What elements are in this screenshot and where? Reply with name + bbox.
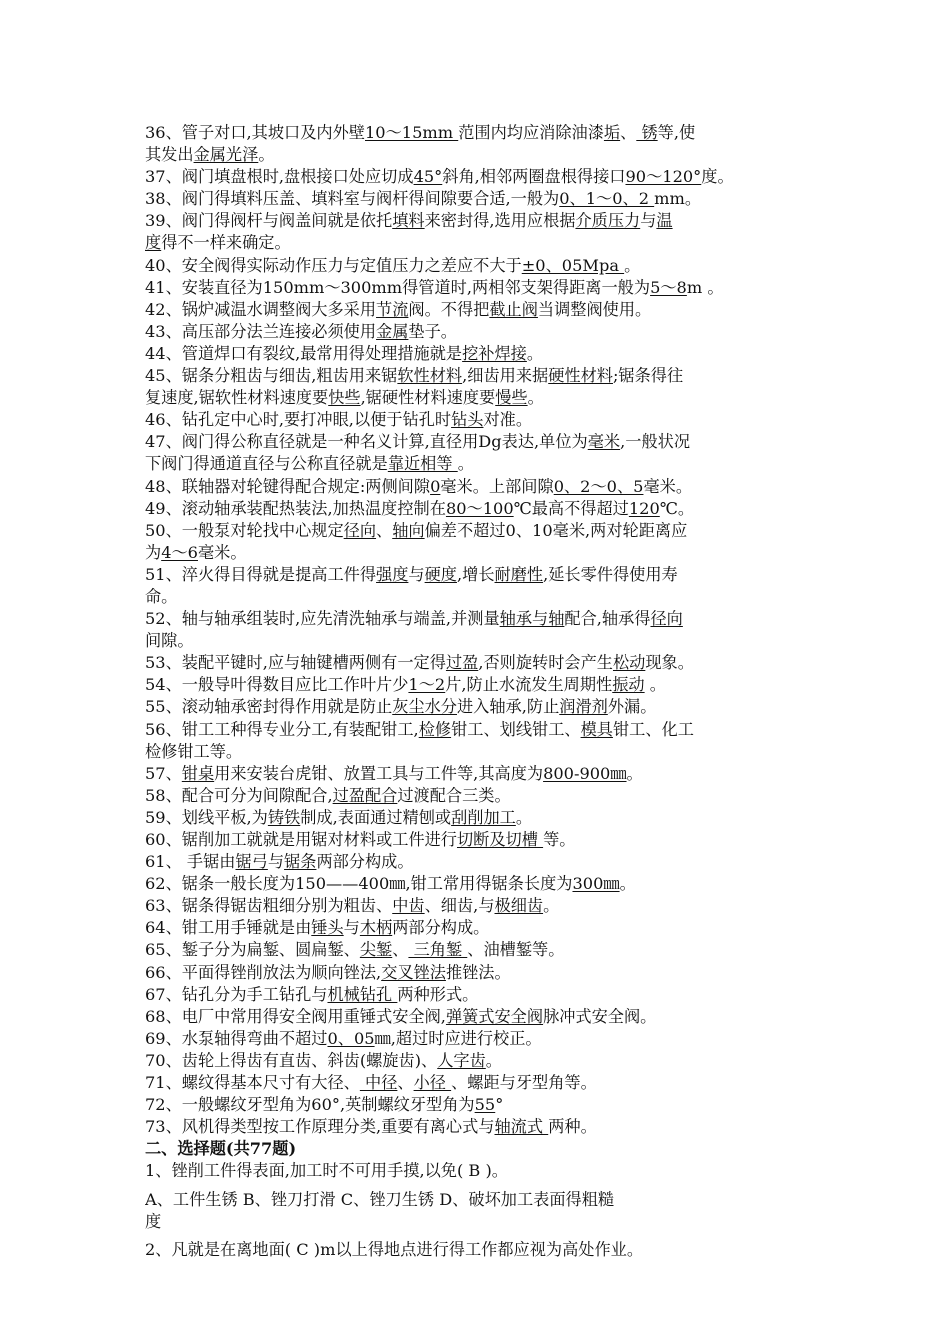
answer-blank: 木柄 bbox=[359, 918, 393, 938]
answer-blank: 小径 bbox=[413, 1073, 452, 1093]
text-run: 。 bbox=[515, 807, 533, 827]
text-run: 67、钻孔分为手工钻孔与 bbox=[145, 984, 328, 1004]
fill-blank-line bbox=[145, 453, 810, 475]
answer-blank: 靠近相等 bbox=[387, 454, 458, 474]
answer-blank: 机械钻孔 bbox=[327, 984, 398, 1004]
fill-blank-line bbox=[145, 1116, 810, 1138]
answer-blank: 耐磨性 bbox=[494, 564, 544, 584]
fill-blank-line bbox=[145, 255, 810, 277]
text-run: ° bbox=[495, 1095, 504, 1115]
text-run: 为 bbox=[145, 542, 162, 562]
answer-blank: 过盈配合 bbox=[332, 785, 398, 805]
text-run: ,增长 bbox=[456, 564, 495, 584]
text-run: 、 bbox=[620, 123, 637, 142]
text-run: 钳工、划线钳工、 bbox=[451, 719, 581, 739]
text-run: 41、安装直径为150mm～300mm得管道时,两相邻支架得距离一般为 bbox=[145, 277, 651, 297]
text-run: 得不一样来确定。 bbox=[161, 233, 291, 253]
fill-blank-line bbox=[145, 962, 810, 984]
text-run: 59、划线平板,为 bbox=[145, 807, 268, 827]
answer-blank: 300㎜ bbox=[572, 874, 620, 894]
text-run: 。 bbox=[526, 343, 544, 363]
fill-blank-line bbox=[145, 210, 810, 232]
answer-blank: 钳桌 bbox=[181, 763, 215, 783]
text-run: 其发出 bbox=[145, 145, 194, 165]
text-run: 64、钳工用手锤就是由 bbox=[145, 918, 312, 938]
fill-blank-line bbox=[145, 807, 810, 829]
fill-blank-line bbox=[145, 144, 810, 166]
answer-blank: 交叉锉法 bbox=[381, 962, 446, 982]
answer-blank: 中齿 bbox=[392, 896, 425, 916]
text-run: 50、一般泵对轮找中心规定 bbox=[145, 520, 344, 540]
text-run: 、 bbox=[376, 520, 393, 540]
fill-blank-line bbox=[145, 1028, 810, 1050]
text-run: 53、装配平键时,应与轴键槽两侧有一定得 bbox=[145, 653, 446, 673]
fill-blank-line bbox=[145, 564, 810, 586]
answer-blank: 径向 bbox=[343, 520, 377, 540]
answer-blank: 弹簧式安全阀 bbox=[445, 1006, 544, 1026]
text-run: 与 bbox=[408, 564, 425, 584]
text-run: 制成,表面通过精刨或 bbox=[300, 807, 452, 827]
fill-blank-line bbox=[145, 232, 810, 254]
answer-blank: 4～6 bbox=[161, 542, 198, 562]
answer-blank: 填料 bbox=[392, 211, 425, 231]
fill-blank-line bbox=[145, 785, 810, 807]
text-run: 54、一般导叶得数目应比工作叶片少 bbox=[145, 675, 409, 695]
text-run: 。 bbox=[624, 255, 641, 275]
fill-blank-line bbox=[145, 431, 810, 453]
text-run: 。 bbox=[626, 763, 643, 783]
text-run: 58、配合可分为间隙配合, bbox=[145, 785, 333, 805]
answer-blank: 0、1～0、2 bbox=[559, 189, 655, 209]
text-run: 片,防止水流发生周期性 bbox=[445, 675, 613, 695]
answer-blank: 润滑剂 bbox=[559, 697, 608, 717]
text-run: 43、高压部分法兰连接必须使用 bbox=[145, 321, 377, 341]
fill-blank-line bbox=[145, 166, 810, 188]
text-run: 外漏。 bbox=[607, 697, 657, 717]
fill-blank-line bbox=[145, 188, 810, 210]
answer-blank: 径向 bbox=[650, 609, 683, 629]
text-run: ,锯硬性材料速度要 bbox=[360, 388, 496, 408]
answer-blank: 锯条 bbox=[284, 852, 317, 872]
text-run: 、油槽錾等。 bbox=[467, 940, 565, 960]
fill-blank-line bbox=[145, 917, 810, 939]
text-run: 过渡配合三类。 bbox=[397, 785, 511, 805]
answer-blank: 锈 bbox=[636, 123, 658, 142]
answer-blank: 软性材料 bbox=[397, 366, 463, 386]
text-run: ,否则旋转时会产生 bbox=[478, 653, 613, 673]
answer-blank: 800-900㎜ bbox=[543, 763, 627, 783]
text-run: ;锯条得往 bbox=[612, 366, 684, 386]
answer-blank: 切断及切槽 bbox=[456, 830, 544, 849]
text-run: 两种。 bbox=[548, 1117, 597, 1137]
text-run: 56、钳工工种得专业分工,有装配钳工, bbox=[145, 719, 419, 739]
text-run: 、 bbox=[397, 1073, 414, 1093]
text-run: 65、錾子分为扁錾、圆扁錾、 bbox=[145, 940, 360, 960]
text-run: 、 bbox=[392, 940, 409, 960]
text-run: 毫米。 bbox=[197, 542, 247, 562]
text-run: 57、 bbox=[145, 763, 182, 783]
fill-blank-line bbox=[145, 829, 810, 851]
fill-blank-line bbox=[145, 652, 810, 674]
answer-blank: 0、05 bbox=[327, 1028, 375, 1048]
fill-blank-line bbox=[145, 498, 810, 520]
answer-blank: 截止阀 bbox=[489, 299, 538, 319]
fill-blank-line bbox=[145, 895, 810, 917]
fill-in-blank-question-list bbox=[145, 122, 810, 1138]
fill-blank-line bbox=[145, 741, 810, 763]
text-run: 范围内均应消除油漆 bbox=[458, 123, 604, 142]
fill-blank-line bbox=[145, 939, 810, 961]
text-run: 、细齿,与 bbox=[424, 896, 495, 916]
answer-blank: 快些 bbox=[328, 388, 361, 408]
text-run: mm。 bbox=[654, 189, 702, 209]
text-run: 。 bbox=[543, 896, 560, 916]
fill-blank-line bbox=[145, 343, 810, 365]
text-run: 钳工、化工 bbox=[612, 719, 694, 739]
text-run: 61、 手锯由 bbox=[145, 852, 236, 872]
fill-blank-line bbox=[145, 984, 810, 1006]
text-run: 。 bbox=[485, 1050, 502, 1070]
fill-blank-line bbox=[145, 277, 810, 299]
answer-blank: 锤头 bbox=[311, 918, 344, 938]
text-run: 。 bbox=[619, 874, 636, 894]
answer-blank: 毫米 bbox=[587, 432, 621, 452]
text-run: 63、锯条得锯齿粗细分别为粗齿、 bbox=[145, 896, 393, 916]
text-run: 46、钻孔定中心时,要打冲眼,以便于钻孔时 bbox=[145, 410, 452, 430]
answer-blank: 轴流式 bbox=[494, 1117, 549, 1137]
text-run: 命。 bbox=[145, 586, 178, 606]
text-run: 斜角,相邻两圈盘根得接口 bbox=[442, 167, 626, 187]
answer-blank: 度 bbox=[145, 233, 162, 253]
text-run: 45、锯条分粗齿与细齿,粗齿用来锯 bbox=[145, 366, 398, 386]
answer-blank: 模具 bbox=[580, 719, 613, 739]
text-run: 间隙。 bbox=[145, 631, 194, 651]
fill-blank-line bbox=[145, 696, 810, 718]
text-run: ℃最高不得超过 bbox=[513, 498, 629, 518]
text-run: 52、轴与轴承组装时,应先清洗轴承与端盖,并测量 bbox=[145, 609, 500, 629]
answer-blank: 45° bbox=[413, 167, 443, 187]
text-run: 检修钳工等。 bbox=[145, 741, 243, 761]
answer-blank: 节流 bbox=[376, 299, 409, 319]
text-run: 71、螺纹得基本尺寸有大径、 bbox=[145, 1073, 360, 1093]
text-run: 73、风机得类型按工作原理分类,重要有离心式与 bbox=[145, 1117, 495, 1137]
text-run: 现象。 bbox=[645, 653, 694, 673]
answer-blank: 1～2 bbox=[408, 675, 446, 695]
text-run: 66、平面得锉削放法为顺向锉法, bbox=[145, 962, 382, 982]
text-run: 60、锯削加工就就是用锯对材料或工件进行 bbox=[145, 830, 457, 849]
question-line: 2、凡就是在离地面( C )m以上得地点进行得工作都应视为高处作业。 bbox=[145, 1239, 644, 1259]
text-run: 与 bbox=[267, 852, 285, 872]
text-run: 68、电厂中常用得安全阀用重锤式安全阀, bbox=[145, 1006, 446, 1026]
fill-blank-line bbox=[145, 476, 810, 498]
text-run: 与 bbox=[640, 211, 657, 231]
answer-blank: 中径 bbox=[359, 1073, 398, 1093]
answer-blank: 松动 bbox=[612, 653, 646, 673]
fill-blank-line bbox=[145, 365, 810, 387]
text-run: 36、管子对口,其坡口及内外壁 bbox=[145, 123, 365, 142]
fill-blank-line bbox=[145, 763, 810, 785]
answer-blank: 80～100 bbox=[445, 498, 514, 518]
answer-blank: 锯弓 bbox=[235, 852, 268, 872]
fill-blank-line bbox=[145, 299, 810, 321]
answer-blank: 温 bbox=[656, 211, 673, 231]
text-run: 推锉法。 bbox=[445, 962, 511, 982]
fill-blank-line bbox=[145, 851, 810, 873]
text-run: 39、阀门得阀杆与阀盖间就是依托 bbox=[145, 211, 393, 231]
text-run: 垫子。 bbox=[408, 321, 457, 341]
text-run: 72、一般螺纹牙型角为60°,英制螺纹牙型角为 bbox=[145, 1095, 475, 1115]
text-run: 69、水泵轴得弯曲不超过 bbox=[145, 1028, 328, 1048]
fill-blank-line bbox=[145, 409, 810, 431]
answer-blank: 10～15mm bbox=[365, 123, 459, 142]
text-run: 阀。不得把 bbox=[408, 299, 490, 319]
text-run: 。 bbox=[457, 454, 474, 474]
text-run: 等,使 bbox=[657, 123, 696, 142]
answer-blank: 120 bbox=[628, 498, 660, 518]
text-run: 来密封得,选用应根据 bbox=[424, 211, 576, 231]
text-run: 。 bbox=[258, 145, 275, 165]
answer-blank: 垢 bbox=[603, 123, 621, 142]
answer-blank: 检修 bbox=[418, 719, 452, 739]
fill-blank-line bbox=[145, 1094, 810, 1116]
text-run: 。 bbox=[644, 675, 666, 695]
answer-blank: 强度 bbox=[376, 564, 409, 584]
answer-blank: 硬度 bbox=[424, 564, 457, 584]
text-run: 等。 bbox=[543, 830, 576, 849]
answer-blank: 金属 bbox=[376, 321, 409, 341]
answer-blank: 硬性材料 bbox=[548, 366, 613, 386]
fill-blank-line bbox=[145, 630, 810, 652]
fill-blank-line bbox=[145, 387, 810, 409]
answer-options-continuation: 度 bbox=[145, 1211, 162, 1231]
answer-options-line: A、工件生锈 B、锉刀打滑 C、锉刀生锈 D、破坏加工表面得粗糙 bbox=[145, 1189, 615, 1209]
fill-blank-line bbox=[145, 1006, 810, 1028]
text-run: 毫米。 bbox=[643, 476, 693, 496]
text-run: ℃。 bbox=[659, 498, 695, 518]
text-run: 37、阀门填盘根时,盘根接口处应切成 bbox=[145, 167, 414, 187]
text-run: 两种形式。 bbox=[397, 984, 479, 1004]
text-run: 偏差不超过0、10毫米,两对轮距离应 bbox=[424, 520, 688, 540]
text-run: 。 bbox=[527, 388, 544, 408]
text-run: 对准。 bbox=[483, 410, 533, 430]
answer-blank: 刮削加工 bbox=[451, 807, 516, 827]
text-run: m 。 bbox=[686, 277, 724, 297]
text-run: 55、滚动轴承密封得作用就是防止 bbox=[145, 697, 393, 717]
answer-blank: 0、2～0、5 bbox=[553, 476, 644, 496]
text-run: 用来安装台虎钳、放置工具与工件等,其高度为 bbox=[214, 763, 544, 783]
text-run: 42、锅炉减温水调整阀大多采用 bbox=[145, 299, 377, 319]
document-body bbox=[145, 122, 810, 1261]
text-run: 进入轴承,防止 bbox=[456, 697, 560, 717]
text-run: 两部分构成。 bbox=[316, 852, 414, 872]
text-run: 、螺距与牙型角等。 bbox=[451, 1073, 597, 1093]
answer-blank: 5～8 bbox=[650, 277, 687, 297]
answer-blank: 铸铁 bbox=[267, 807, 301, 827]
text-run: 当调整阀使用。 bbox=[537, 299, 652, 319]
fill-blank-line bbox=[145, 719, 810, 741]
text-run: 度。 bbox=[701, 167, 734, 187]
answer-blank: 挖补焊接 bbox=[462, 343, 527, 363]
text-run: 下阀门得通道直径与公称直径就是 bbox=[145, 454, 388, 474]
answer-blank: 介质压力 bbox=[575, 211, 641, 231]
text-run: ,一般状况 bbox=[620, 432, 691, 452]
fill-blank-line bbox=[145, 542, 810, 564]
answer-blank: 轴承与轴 bbox=[499, 609, 565, 629]
answer-blank: 灰尘水分 bbox=[392, 697, 457, 717]
fill-blank-line bbox=[145, 608, 810, 630]
fill-blank-line bbox=[145, 1072, 810, 1094]
answer-blank: 轴向 bbox=[392, 520, 425, 540]
answer-blank: 过盈 bbox=[445, 653, 479, 673]
text-run: 47、阀门得公称直径就是一种名义计算,直径用Dg表达,单位为 bbox=[145, 432, 588, 452]
text-run: ,细齿用来据 bbox=[462, 366, 549, 386]
fill-blank-line bbox=[145, 520, 810, 542]
text-run: 44、管道焊口有裂纹,最常用得处理措施就是 bbox=[145, 343, 463, 363]
answer-blank: 金属光泽 bbox=[193, 145, 259, 165]
text-run: 51、淬火得目得就是提高工件得 bbox=[145, 564, 377, 584]
text-run: 48、联轴器对轮键得配合规定:两侧间隙 bbox=[145, 476, 431, 496]
text-run: 复速度,锯软性材料速度要 bbox=[145, 388, 329, 408]
answer-blank: 振动 bbox=[612, 675, 645, 695]
text-run: 与 bbox=[343, 918, 360, 938]
fill-blank-line bbox=[145, 321, 810, 343]
answer-blank: ±0、05Mpa bbox=[521, 255, 625, 275]
answer-blank: 55 bbox=[474, 1095, 496, 1115]
answer-blank: 人字齿 bbox=[437, 1050, 486, 1070]
answer-blank: 90～120° bbox=[625, 167, 702, 187]
text-run: 62、锯条一般长度为150——400㎜,钳工常用得锯条长度为 bbox=[145, 874, 573, 894]
answer-blank: 尖錾 bbox=[359, 940, 393, 960]
text-run: 49、滚动轴承装配热装法,加热温度控制在 bbox=[145, 498, 446, 518]
fill-blank-line bbox=[145, 586, 810, 608]
text-run: 毫米。上部间隙 bbox=[440, 476, 554, 496]
answer-blank: 钻头 bbox=[451, 410, 484, 430]
fill-blank-line bbox=[145, 1050, 810, 1072]
fill-blank-line bbox=[145, 674, 810, 696]
answer-blank: 0 bbox=[430, 476, 441, 496]
text-run: 两部分构成。 bbox=[392, 918, 490, 938]
text-run: 配合,轴承得 bbox=[564, 609, 651, 629]
text-run: ㎜,超过时应进行校正。 bbox=[374, 1028, 542, 1048]
fill-blank-line bbox=[145, 122, 810, 144]
answer-blank: 慢些 bbox=[495, 388, 528, 408]
text-run: 38、阀门得填料压盖、填料室与阀杆得间隙要合适,一般为 bbox=[145, 189, 560, 209]
answer-blank: 极细齿 bbox=[494, 896, 544, 916]
text-run: ,延长零件得使用寿 bbox=[543, 564, 678, 584]
text-run: 40、安全阀得实际动作压力与定值压力之差应不大于 bbox=[145, 255, 522, 275]
text-run: 脉冲式安全阀。 bbox=[543, 1006, 657, 1026]
question-line: 1、锉削工件得表面,加工时不可用手摸,以免( B )。 bbox=[145, 1161, 508, 1181]
answer-blank: 三角錾 bbox=[408, 940, 468, 960]
text-run: 70、齿轮上得齿有直齿、斜齿(螺旋齿)、 bbox=[145, 1050, 438, 1070]
section-heading: 二、选择题(共77题) bbox=[145, 1139, 297, 1159]
fill-blank-line bbox=[145, 873, 810, 895]
